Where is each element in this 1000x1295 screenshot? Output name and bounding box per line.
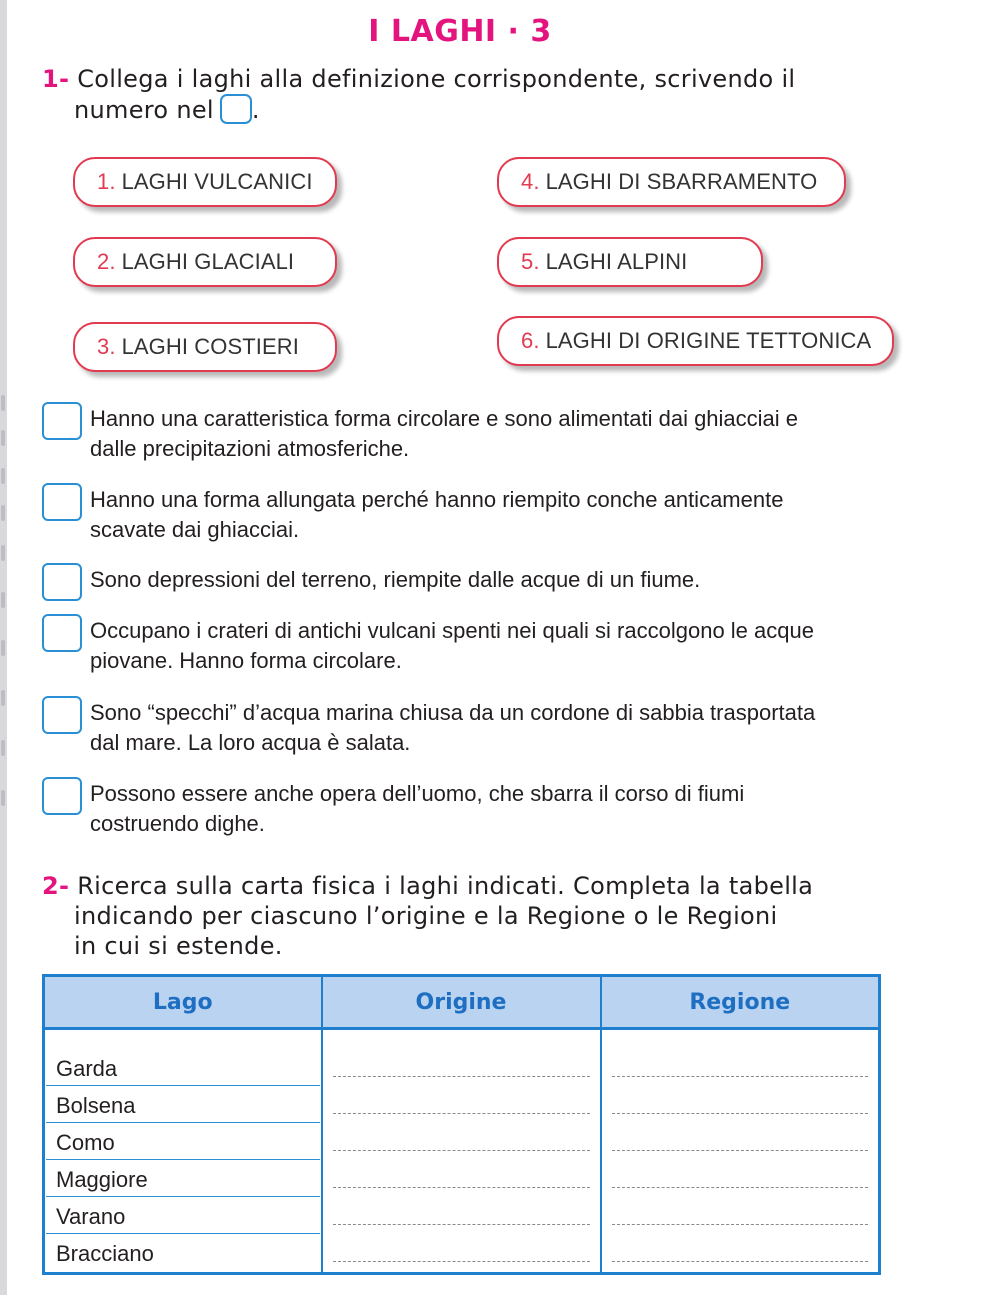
- lake-type-number: 3.: [97, 334, 116, 359]
- lake-type-number: 6.: [521, 328, 540, 353]
- lakes-table: [42, 974, 881, 1275]
- question-1-period: .: [251, 96, 260, 124]
- origine-answer-line[interactable]: [333, 1114, 590, 1151]
- lake-name: Bracciano: [56, 1241, 154, 1266]
- definition-text: Possono essere anche opera dell’uomo, che sbarra il corso di fiumi: [90, 781, 745, 806]
- regione-answer-line[interactable]: [612, 1151, 869, 1188]
- definition-text: dal mare. La loro acqua è salata.: [90, 730, 411, 755]
- table-header-row: [44, 976, 880, 1029]
- regione-column: [601, 1029, 880, 1274]
- table-body-row: [44, 1029, 880, 1274]
- lake-type-1: [73, 157, 337, 207]
- edge-mark: [1, 468, 5, 484]
- lake-name: Maggiore: [46, 1160, 320, 1197]
- origine-answer-line[interactable]: [333, 1040, 590, 1077]
- question-2-line3: in cui si estende.: [74, 932, 283, 960]
- question-2-number: 2-: [42, 872, 70, 900]
- page-title: I LAGHI · 3: [368, 14, 552, 49]
- definition-text: costruendo dighe.: [90, 811, 265, 836]
- answer-box[interactable]: [42, 563, 82, 601]
- definition-text: scavate dai ghiacciai.: [90, 517, 300, 542]
- lake-type-label: LAGHI DI SBARRAMENTO: [545, 169, 818, 194]
- question-1-line1: Collega i laghi alla definizione corrispondente, scrivendo il: [77, 65, 796, 93]
- lake-type-label: LAGHI DI ORIGINE TETTONICA: [545, 328, 872, 353]
- lake-type-3: [73, 322, 337, 372]
- definition-text: Hanno una forma allungata perché hanno riempito conche anticamente: [90, 487, 784, 512]
- lake-type-4: [497, 157, 846, 207]
- question-1-number: 1-: [42, 65, 70, 93]
- origine-answer-line[interactable]: [333, 1225, 590, 1262]
- answer-box[interactable]: [42, 777, 82, 815]
- definition-text: Occupano i crateri di antichi vulcani spenti nei quali si raccolgono le acque: [90, 618, 814, 643]
- edge-mark: [1, 640, 5, 656]
- edge-mark: [1, 592, 5, 608]
- edge-mark: [1, 505, 5, 521]
- definition-text: dalle precipitazioni atmosferiche.: [90, 436, 410, 461]
- question-1-line2: numero nel: [74, 96, 214, 124]
- regione-answer-line[interactable]: [612, 1114, 869, 1151]
- edge-mark: [1, 430, 5, 446]
- lake-type-label: LAGHI COSTIERI: [121, 334, 299, 359]
- edge-mark: [1, 545, 5, 561]
- lake-name: Bolsena: [46, 1086, 320, 1123]
- answer-box-sample: [220, 94, 252, 124]
- lake-column: [44, 1029, 322, 1274]
- question-1: [42, 64, 795, 125]
- regione-answer-line[interactable]: [612, 1188, 869, 1225]
- lake-name: Como: [46, 1123, 320, 1160]
- lake-type-label: LAGHI VULCANICI: [121, 169, 313, 194]
- header-lago: Lago: [44, 976, 322, 1029]
- lake-name: Varano: [46, 1197, 320, 1234]
- definition-text: piovane. Hanno forma circolare.: [90, 648, 402, 673]
- lake-type-number: 1.: [97, 169, 116, 194]
- origine-answer-line[interactable]: [333, 1188, 590, 1225]
- definition-text: Sono depressioni del terreno, riempite dalle acque di un fiume.: [90, 567, 701, 592]
- regione-answer-line[interactable]: [612, 1077, 869, 1114]
- lake-type-6: [497, 316, 894, 366]
- regione-answer-line[interactable]: [612, 1225, 869, 1262]
- edge-mark: [1, 690, 5, 706]
- lake-type-label: LAGHI GLACIALI: [121, 249, 295, 274]
- answer-box[interactable]: [42, 483, 82, 521]
- lake-type-label: LAGHI ALPINI: [545, 249, 688, 274]
- question-2: [42, 871, 813, 961]
- edge-mark: [1, 790, 5, 806]
- header-regione: Regione: [601, 976, 880, 1029]
- lake-type-number: 4.: [521, 169, 540, 194]
- definition-text: Sono “specchi” d’acqua marina chiusa da un cordone di sabbia trasportata: [90, 700, 816, 725]
- answer-box[interactable]: [42, 696, 82, 734]
- lake-type-number: 5.: [521, 249, 540, 274]
- lake-type-2: [73, 237, 337, 287]
- answer-box[interactable]: [42, 402, 82, 440]
- header-origine: Origine: [322, 976, 601, 1029]
- lake-name: Garda: [46, 1049, 320, 1086]
- edge-mark: [1, 740, 5, 756]
- origine-answer-line[interactable]: [333, 1077, 590, 1114]
- answer-box[interactable]: [42, 614, 82, 652]
- question-2-line1: Ricerca sulla carta fisica i laghi indicati. Completa la tabella: [77, 872, 814, 900]
- definition-text: Hanno una caratteristica forma circolare e sono alimentati dai ghiacciai e: [90, 406, 799, 431]
- question-2-line2: indicando per ciascuno l’origine e la Regione o le Regioni: [74, 902, 778, 930]
- lake-type-number: 2.: [97, 249, 116, 274]
- edge-mark: [1, 395, 5, 411]
- origine-column: [322, 1029, 601, 1274]
- page-edge: [0, 0, 7, 1295]
- origine-answer-line[interactable]: [333, 1151, 590, 1188]
- regione-answer-line[interactable]: [612, 1040, 869, 1077]
- lake-type-5: [497, 237, 763, 287]
